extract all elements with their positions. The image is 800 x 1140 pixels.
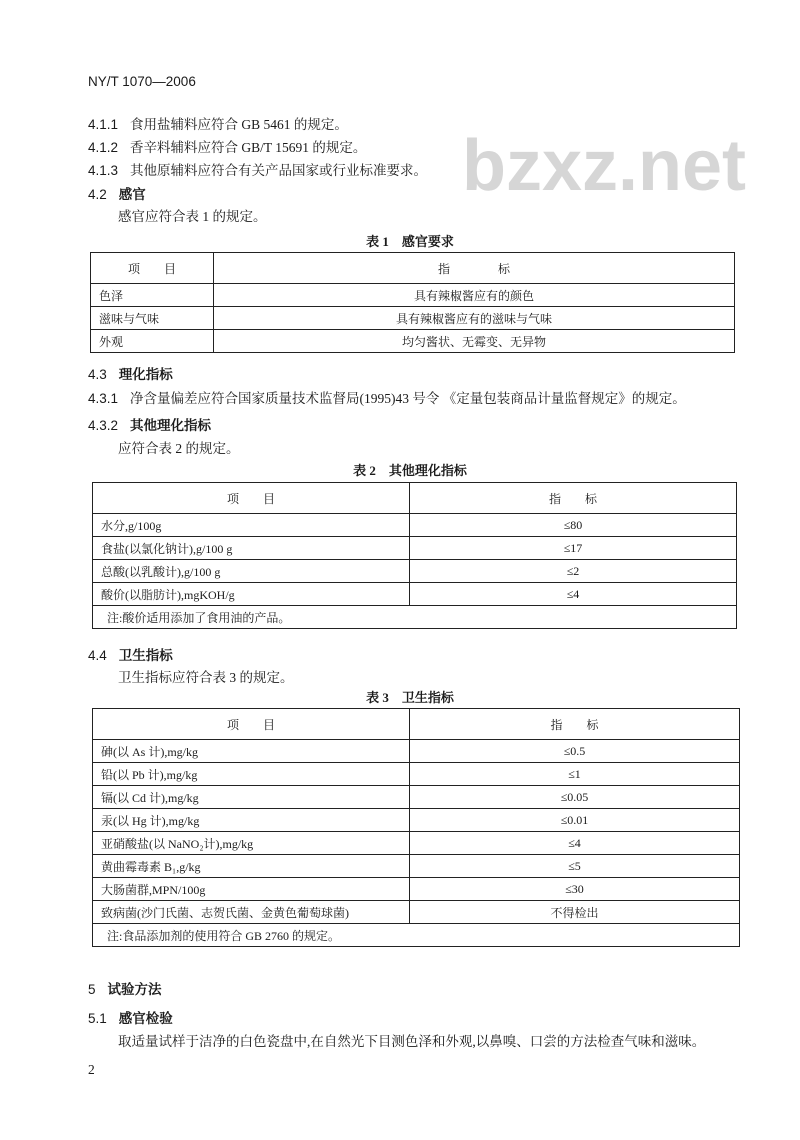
table-note: 注:食品添加剂的使用符合 GB 2760 的规定。 [93,924,740,947]
table1-caption: 表 1 感官要求 [366,234,454,249]
heading-title: 其他理化指标 [130,418,212,433]
cell: ≤30 [410,878,740,901]
cell: ≤5 [410,855,740,878]
cell: 砷(以 As 计),mg/kg [93,740,410,763]
heading-4-3 [88,367,173,383]
table-row [93,878,740,901]
clause-text: 其他原辅料应符合有关产品国家或行业标准要求。 [130,163,428,178]
cell: ≤0.05 [410,786,740,809]
table-header: 指 标 [214,253,735,284]
table1 [90,252,735,353]
table-row [93,809,740,832]
heading-title: 感官 [118,187,146,202]
table-row [93,583,737,606]
doc-id-header: NY/T 1070—2006 [88,74,196,89]
clause-text: 香辛料辅料应符合 GB/T 15691 的规定。 [130,140,367,155]
cell: 滋味与气味 [91,307,214,330]
cell: 致病菌(沙门氏菌、志贺氏菌、金黄色葡萄球菌) [93,901,410,924]
clause-4-1-2 [88,140,366,156]
table2 [92,482,737,629]
table-row [93,537,737,560]
cell: 不得检出 [410,901,740,924]
clause-text: 食用盐辅料应符合 GB 5461 的规定。 [130,117,348,132]
table-row [93,786,740,809]
cell: 具有辣椒酱应有的滋味与气味 [214,307,735,330]
table-row [93,740,740,763]
table-row [93,901,740,924]
clause-number: 4.3.1 [88,391,119,406]
clause-number: 5.1 [88,1011,107,1026]
clause-number: 5 [88,982,96,997]
cell: 酸价(以脂肪计),mgKOH/g [93,583,410,606]
table2-caption: 表 2 其他理化指标 [353,463,467,478]
clause-number: 4.3 [88,367,107,382]
cell: ≤4 [410,832,740,855]
cell: 汞(以 Hg 计),mg/kg [93,809,410,832]
table-row [91,330,735,353]
text-4-3-2: 应符合表 2 的规定。 [118,441,240,456]
clause-4-1-3 [88,163,427,179]
heading-title: 感官检验 [118,1011,173,1026]
clause-number: 4.3.2 [88,418,119,433]
heading-5 [88,982,162,998]
clause-text: 净含量偏差应符合国家质量技术监督局(1995)43 号令 《定量包装商品计量监督规定》的规定。 [130,391,686,406]
cell: 均匀酱状、无霉变、无异物 [214,330,735,353]
table-header: 指 标 [410,709,740,740]
cell: 亚硝酸盐(以 NaNO₂计),mg/kg [93,832,410,855]
table-row [93,832,740,855]
cell: ≤17 [410,537,737,560]
clause-4-1-1 [88,117,348,133]
text-4-4: 卫生指标应符合表 3 的规定。 [118,670,294,685]
cell: ≤2 [410,560,737,583]
table3 [92,708,740,947]
cell: 镉(以 Cd 计),mg/kg [93,786,410,809]
heading-5-1 [88,1011,173,1027]
clause-number: 4.4 [88,648,107,663]
clause-number: 4.2 [88,187,107,202]
watermark: bzxz.net [462,126,747,206]
heading-title: 卫生指标 [118,648,173,663]
table-row [93,855,740,878]
cell: 总酸(以乳酸计),g/100 g [93,560,410,583]
cell: 水分,g/100g [93,514,410,537]
heading-4-3-2 [88,418,211,434]
page-number: 2 [88,1062,95,1077]
table-note-row [93,606,737,629]
text-5-1: 取适量试样于洁净的白色瓷盘中,在自然光下目测色泽和外观,以鼻嗅、口尝的方法检查气味和滋味。 [118,1034,706,1049]
cell: 食盐(以氯化钠计),g/100 g [93,537,410,560]
table-row [91,307,735,330]
cell: 铅(以 Pb 计),mg/kg [93,763,410,786]
clause-number: 4.1.2 [88,140,119,155]
table-row [93,514,737,537]
cell: ≤0.01 [410,809,740,832]
table-header: 项 目 [93,483,410,514]
cell: ≤1 [410,763,740,786]
table3-caption: 表 3 卫生指标 [366,690,454,705]
cell: ≤80 [410,514,737,537]
heading-title: 理化指标 [118,367,173,382]
heading-title: 试验方法 [107,982,162,997]
table-header: 指 标 [410,483,737,514]
clause-number: 4.1.3 [88,163,119,178]
table-row [93,560,737,583]
cell: 具有辣椒酱应有的颜色 [214,284,735,307]
heading-4-2 [88,187,146,203]
text-4-2: 感官应符合表 1 的规定。 [118,209,267,224]
table-note: 注:酸价适用添加了食用油的产品。 [93,606,737,629]
table-note-row [93,924,740,947]
table-header: 项 目 [91,253,214,284]
heading-4-4 [88,648,173,664]
clause-4-3-1 [88,391,686,407]
clause-number: 4.1.1 [88,117,119,132]
cell: ≤4 [410,583,737,606]
cell: 黄曲霉毒素 B₁,g/kg [93,855,410,878]
cell: 大肠菌群,MPN/100g [93,878,410,901]
cell: 色泽 [91,284,214,307]
cell: ≤0.5 [410,740,740,763]
table-header: 项 目 [93,709,410,740]
table-row [93,763,740,786]
cell: 外观 [91,330,214,353]
table-row [91,284,735,307]
